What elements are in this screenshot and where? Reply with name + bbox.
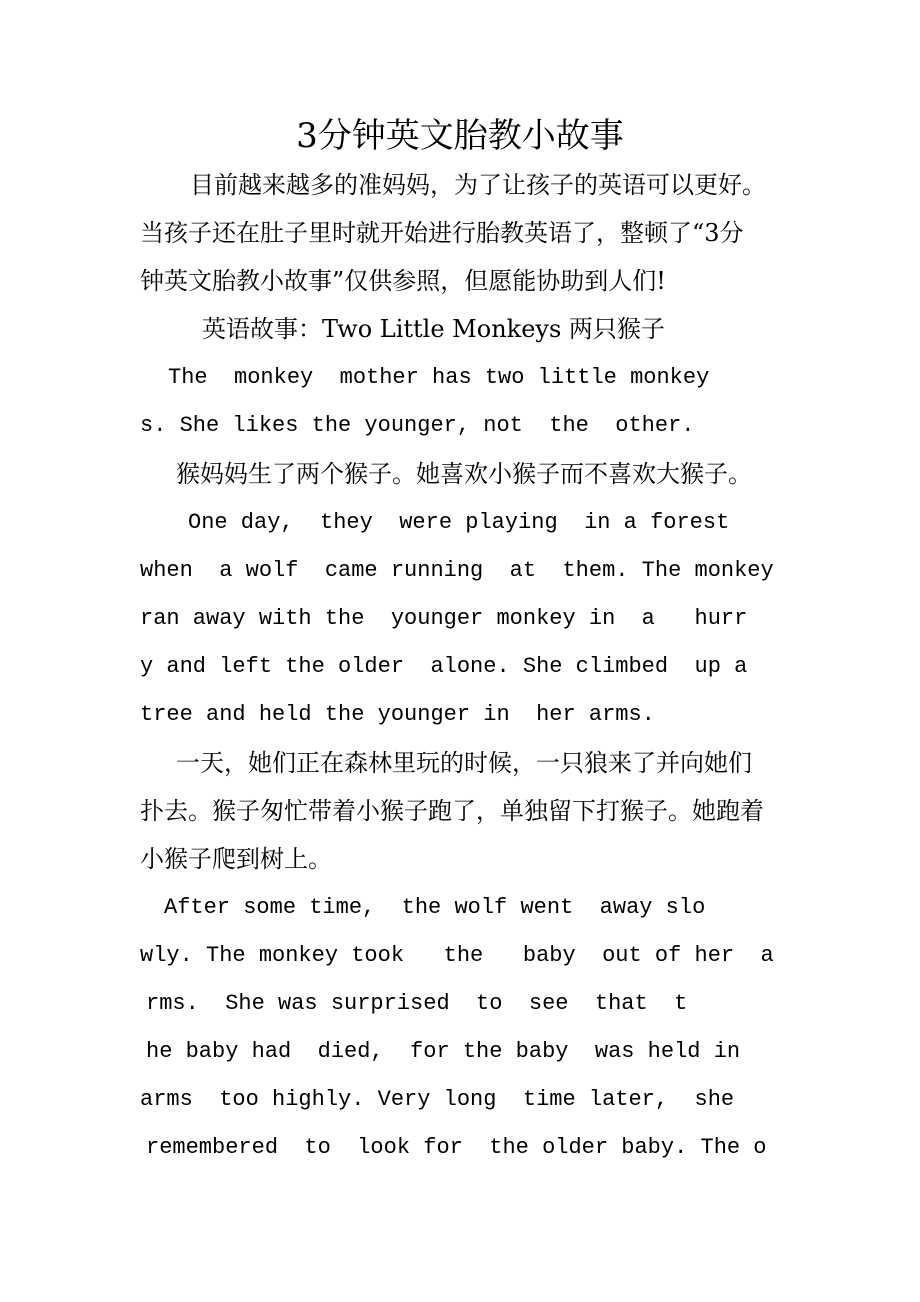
para3-en-line-1: After some time, the wolf went away slo <box>164 895 706 920</box>
para3-en-line-3: rms. She was surprised to see that t <box>146 991 688 1016</box>
para3-en-line-4: he baby had died, for the baby was held in <box>146 1039 741 1064</box>
para2-en-line-1: One day, they were playing in a forest <box>188 510 730 535</box>
story-heading: 英语故事：Two Little Monkeys 两只猴子 <box>202 315 665 343</box>
para1-cn: 猴妈妈生了两个猴子。她喜欢小猴子而不喜欢大猴子。 <box>176 460 752 488</box>
document-title: 3分钟英文胎教小故事 <box>296 116 624 156</box>
para3-en-line-6: remembered to look for the older baby. The o <box>146 1135 767 1160</box>
para1-en-line-1: The monkey mother has two little monkey <box>168 365 710 390</box>
para2-en-line-4: y and left the older alone. She climbed up a <box>140 654 748 679</box>
intro-line-3: 钟英文胎教小故事”仅供参照，但愿能协助到人们! <box>140 267 666 295</box>
intro-line-2: 当孩子还在肚子里时就开始进行胎教英语了，整顿了“3分 <box>140 219 744 247</box>
para3-en-line-2: wly. The monkey took the baby out of her a <box>140 943 774 968</box>
para2-en-line-3: ran away with the younger monkey in a hurr <box>140 606 748 631</box>
para3-en-line-5: arms too highly. Very long time later, she <box>140 1087 735 1112</box>
para2-en-line-2: when a wolf came running at them. The monkey <box>140 558 774 583</box>
intro-line-1: 目前越来越多的准妈妈，为了让孩子的英语可以更好。 <box>190 171 766 199</box>
para2-cn-line-1: 一天，她们正在森林里玩的时候，一只狼来了并向她们 <box>176 749 752 777</box>
para2-en-line-5: tree and held the younger in her arms. <box>140 702 655 727</box>
para2-cn-line-3: 小猴子爬到树上。 <box>140 845 332 873</box>
para2-cn-line-2: 扑去。猴子匆忙带着小猴子跑了，单独留下打猴子。她跑着 <box>140 797 764 825</box>
para1-en-line-2: s. She likes the younger, not the other. <box>140 413 695 438</box>
